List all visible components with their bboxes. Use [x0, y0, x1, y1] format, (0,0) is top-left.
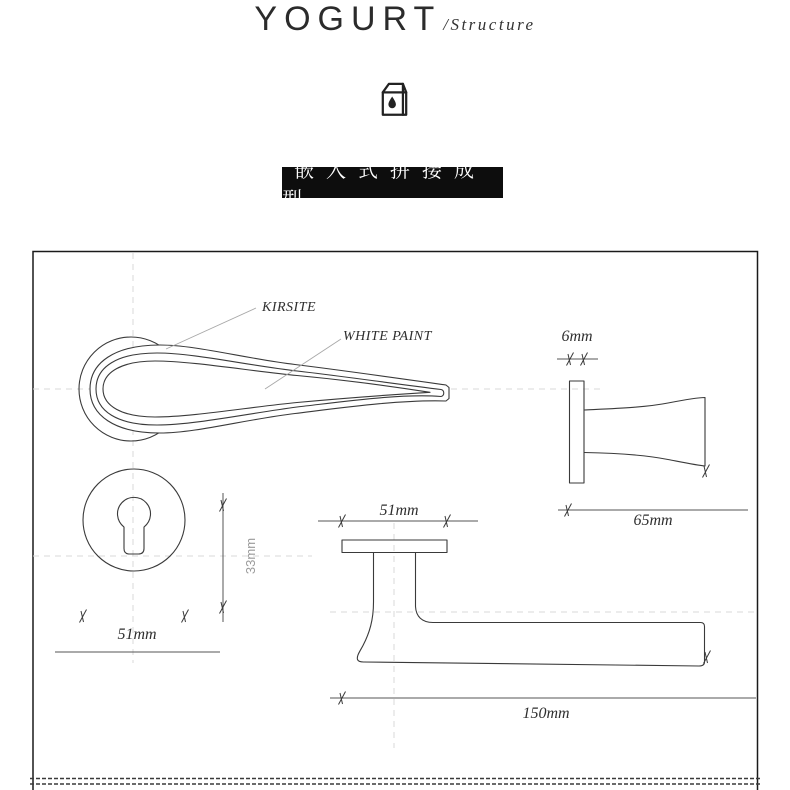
dim-text-51mm-escutcheon: 51mm: [117, 626, 157, 643]
side-view: [570, 381, 706, 483]
product-title-row: [0, 0, 790, 39]
finish-label: WHITE PAINT: [343, 329, 432, 344]
front-view: [79, 337, 449, 441]
milk-carton-icon: [380, 77, 409, 117]
grip-profile: [584, 398, 705, 467]
product-title: YOGURT: [254, 0, 442, 38]
plate-side: [570, 381, 585, 483]
centerlines: [33, 253, 757, 748]
lever-top-outline: [357, 553, 704, 667]
dim-text-6mm: 6mm: [561, 328, 593, 345]
dim-text-51mm-rose: 51mm: [379, 502, 419, 519]
droplet-glyph: [388, 97, 395, 109]
dim-text-33mm: 33mm: [243, 537, 258, 575]
kirsite-leader: [166, 308, 256, 349]
dim-text-65mm: 65mm: [633, 512, 673, 529]
bottom-dashed-rule: [30, 779, 760, 785]
dim-text-150mm: 150mm: [522, 705, 570, 722]
top-view: [342, 540, 705, 666]
banner-text: 嵌入式拼接成型: [282, 159, 486, 211]
lever-outer-outline: [90, 345, 449, 433]
product-subtitle: /Structure: [443, 15, 536, 34]
banner: [282, 159, 503, 211]
material-label: KIRSITE: [262, 300, 317, 315]
keyhole-outline: [117, 497, 150, 554]
